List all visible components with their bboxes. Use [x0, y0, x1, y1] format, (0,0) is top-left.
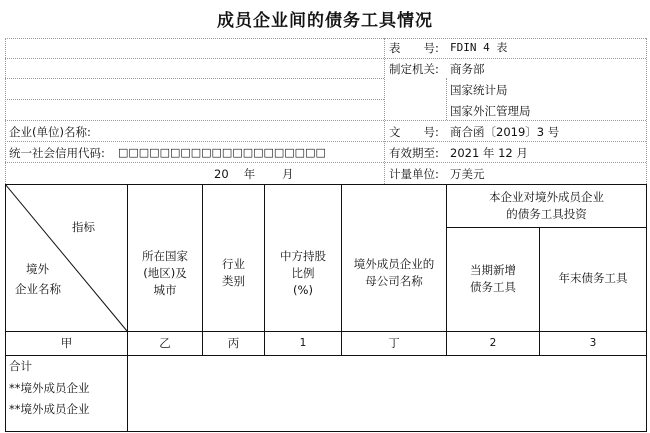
meta-row-line: [5, 78, 384, 79]
authority-label: 制定机关:: [389, 62, 439, 76]
valid-value: 2021 年 12 月: [450, 146, 528, 160]
diag-bottom-label-2: 企业名称: [15, 282, 61, 296]
code-cell: 3: [589, 337, 597, 349]
valid-label: 有效期至:: [389, 146, 439, 160]
code-cell: 丙: [227, 336, 240, 350]
col-end-header: 年末债务工具: [558, 271, 628, 285]
meta-row-line: [5, 58, 646, 59]
meta-border-right: [646, 38, 647, 184]
meta-row-line: [5, 141, 646, 142]
member-row-2: **境外成员企业: [9, 402, 90, 416]
col-parent-header: 境外成员企业的 母公司名称: [353, 257, 435, 288]
group-header-line: [446, 227, 647, 228]
col-new-header: 当期新增 债务工具: [470, 263, 516, 294]
col-industry-header: 行业 类别: [222, 257, 245, 288]
diag-bottom-label-1: 境外: [26, 262, 49, 276]
form-no-label: 表 号:: [389, 41, 439, 55]
group-header: 本企业对境外成员企业 的债务工具投资: [489, 190, 604, 221]
total-label: 合计: [9, 359, 32, 373]
credit-code-boxes[interactable]: □□□□□□□□□□□□□□□□□□□□: [118, 146, 326, 159]
code-cell: 乙: [159, 336, 171, 350]
meta-row-line: [5, 120, 646, 121]
table-border-right: [646, 184, 647, 431]
unit-label: 计量单位:: [389, 167, 439, 181]
member-row-1: **境外成员企业: [9, 381, 90, 395]
doc-label: 文 号:: [389, 125, 439, 139]
table-border-bottom: [5, 431, 647, 432]
doc-value: 商合函〔2019〕3 号: [450, 125, 560, 139]
credit-code-label: 统一社会信用代码:: [9, 146, 105, 160]
authority-2: 国家统计局: [450, 83, 508, 97]
authority-3: 国家外汇管理局: [450, 104, 531, 118]
page-title: 成员企业间的债务工具情况: [217, 11, 433, 31]
form-no-value: FDIN 4 表: [450, 41, 508, 54]
unit-value: 万美元: [450, 167, 485, 181]
code-cell: 丁: [388, 336, 400, 350]
diag-top-label: 指标: [72, 220, 95, 234]
code-cell: 1: [299, 337, 307, 349]
meta-border-top: [5, 38, 646, 39]
code-cell: 甲: [60, 336, 73, 350]
col-location-header: 所在国家 (地区)及 城市: [142, 249, 188, 297]
meta-inner-divider: [446, 78, 447, 120]
code-row-bottom-line: [5, 355, 647, 356]
meta-row-line: [5, 162, 646, 163]
code-cell: 2: [489, 337, 497, 349]
enterprise-label: 企业(单位)名称:: [9, 125, 91, 139]
authority-1: 商务部: [450, 62, 485, 76]
period-year: 20 年: [214, 167, 256, 181]
header-diagonal: [5, 184, 128, 332]
col-share-header: 中方持股 比例 (%): [280, 249, 326, 297]
period-month: 月: [282, 167, 294, 181]
meta-row-line: [5, 99, 384, 100]
